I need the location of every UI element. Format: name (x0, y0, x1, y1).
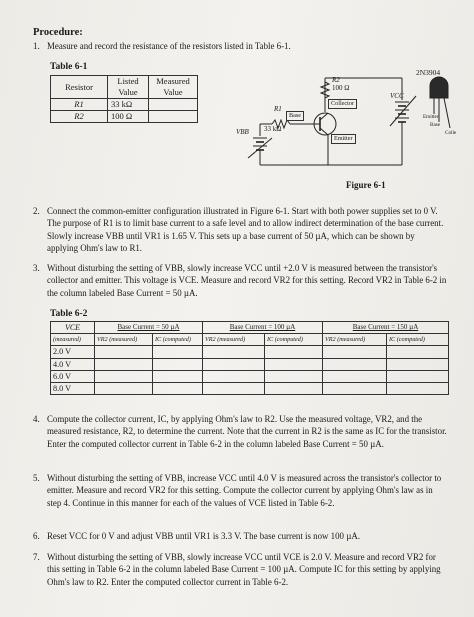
step-number: 1. (33, 41, 40, 51)
group-header: Base Current = 100 µA (203, 322, 323, 334)
step-text: Without disturbing the setting of VBB, slowly increase VCC until +2.0 V is measured between the transistor's collector and emitter. This voltage is VCE. Measure and record VR2 for this setting. Record VR2 in Table 6-2 in the column labeled Base Current = 50 µA. (47, 263, 447, 298)
pin-emitter-label: Emitter (423, 114, 439, 120)
subheader: (measured) (51, 334, 95, 346)
step-4 (33, 413, 447, 450)
table-row (51, 383, 449, 395)
vce-value: 6.0 V (51, 370, 95, 382)
data-cell[interactable] (203, 383, 265, 395)
data-cell[interactable] (95, 358, 153, 370)
table-header-row (51, 322, 449, 334)
data-cell[interactable] (323, 383, 387, 395)
data-cell[interactable] (203, 358, 265, 370)
subheader: IC (computed) (265, 334, 323, 346)
listed-value: 100 Ω (108, 111, 149, 123)
vce-header: VCE (51, 322, 95, 334)
step-7 (33, 551, 447, 588)
subheader: VR2 (measured) (95, 334, 153, 346)
data-cell[interactable] (265, 383, 323, 395)
header-resistor: Resistor (51, 76, 108, 99)
vbb-label: VBB (236, 128, 249, 136)
pin-base-label: Base (430, 122, 441, 128)
data-cell[interactable] (387, 358, 449, 370)
step-number: 3. (33, 263, 40, 273)
vce-value: 8.0 V (51, 383, 95, 395)
subheader: VR2 (measured) (203, 334, 265, 346)
table-header-row (51, 76, 198, 99)
step-text: Without disturbing the setting of VBB, increase VCC until 4.0 V is measured across the transistor's collector to emitter. Measure and record VR2 for this setting. Compute the collector current by applying Ohm's law as in step 4. Continue in this manner for each of the values of VCE listed in Table 6-2. (47, 473, 442, 508)
step-text: Compute the collector current, IC, by applying Ohm's law to R2. Use the measured voltage, VR2, and the measured resistance, R2, to determine the current. Note that the current in R2 is the same as IC for the transistor. Enter the computed collector current in Table 6-2 in the column labeled Base Current = 50 µA. (47, 414, 447, 449)
measured-value-cell[interactable] (149, 99, 198, 111)
table-row (51, 99, 198, 111)
data-cell[interactable] (153, 370, 203, 382)
data-cell[interactable] (95, 383, 153, 395)
step-3 (33, 262, 447, 299)
step-2 (33, 205, 447, 255)
emitter-tag: Emitter (331, 134, 356, 144)
data-cell[interactable] (323, 358, 387, 370)
group-header: Base Current = 150 µA (323, 322, 449, 334)
table-row (51, 358, 449, 370)
data-cell[interactable] (153, 358, 203, 370)
step-number: 6. (33, 531, 40, 541)
table-subheader-row (51, 334, 449, 346)
header-listed-value: Listed Value (108, 76, 149, 99)
table-6-1-title: Table 6-1 (50, 62, 88, 72)
vce-value: 4.0 V (51, 358, 95, 370)
table-row (51, 346, 449, 358)
data-cell[interactable] (203, 370, 265, 382)
measured-value-cell[interactable] (149, 111, 198, 123)
subheader: IC (computed) (153, 334, 203, 346)
subheader: VR2 (measured) (323, 334, 387, 346)
header-measured-value: Measured Value (149, 76, 198, 99)
r1-value: 33 kΩ (264, 125, 282, 133)
r1-label: R1 (274, 105, 282, 113)
collector-tag: Collector (328, 99, 357, 109)
figure-caption: Figure 6-1 (346, 180, 386, 190)
r2-label: R2 (332, 76, 340, 84)
vcc-label: VCC (390, 92, 404, 100)
step-text: Connect the common-emitter configuration illustrated in Figure 6-1. Start with both power supplies set to 0 V. The purpose of R1 is to limit base current to a safe level and to allow indirect determination of the base current. Slowly increase VBB until VR1 is 1.65 V. This sets up a base current of 50 µA, which can be shown by applying Ohm's law to R1. (47, 206, 444, 254)
step-text: Measure and record the resistance of the resistors listed in Table 6-1. (47, 41, 291, 51)
step-text: Reset VCC for 0 V and adjust VBB until VR1 is 3.3 V. The base current is now 100 µA. (47, 531, 360, 541)
step-number: 5. (33, 473, 40, 483)
subheader: IC (computed) (387, 334, 449, 346)
data-cell[interactable] (153, 346, 203, 358)
table-6-1 (50, 75, 198, 123)
data-cell[interactable] (265, 370, 323, 382)
data-cell[interactable] (95, 370, 153, 382)
table-row (51, 111, 198, 123)
step-6 (33, 530, 447, 542)
resistor-name: R2 (51, 111, 108, 123)
vce-value: 2.0 V (51, 346, 95, 358)
r2-value: 100 Ω (332, 84, 350, 92)
step-text: Without disturbing the setting of VBB, slowly increase VCC until VCE is 2.0 V. Measure and record VR2 for this setting in Table 6-2 in the column labeled Base Current = 100 µA. Compute IC for this setting by applying Ohm's law to R2. Enter the computed collector current in Table 6-2. (47, 552, 441, 587)
data-cell[interactable] (265, 358, 323, 370)
table-6-2-title: Table 6-2 (50, 309, 88, 319)
table-6-2 (50, 321, 449, 395)
group-header: Base Current = 50 µA (95, 322, 203, 334)
step-5 (33, 472, 447, 509)
listed-value: 33 kΩ (108, 99, 149, 111)
step-1 (33, 40, 447, 52)
resistor-name: R1 (51, 99, 108, 111)
base-tag: Base (286, 111, 304, 121)
procedure-heading: Procedure: (33, 27, 83, 38)
step-number: 7. (33, 552, 40, 562)
pin-collector-label: Colle (445, 130, 457, 136)
step-number: 4. (33, 414, 40, 424)
part-number-label: 2N3904 (416, 68, 441, 77)
data-cell[interactable] (153, 383, 203, 395)
data-cell[interactable] (387, 370, 449, 382)
data-cell[interactable] (203, 346, 265, 358)
circuit-figure (230, 62, 455, 180)
data-cell[interactable] (95, 346, 153, 358)
data-cell[interactable] (387, 383, 449, 395)
data-cell[interactable] (265, 346, 323, 358)
step-number: 2. (33, 206, 40, 216)
data-cell[interactable] (323, 346, 387, 358)
data-cell[interactable] (323, 370, 387, 382)
table-row (51, 370, 449, 382)
circuit-diagram (230, 62, 455, 180)
data-cell[interactable] (387, 346, 449, 358)
